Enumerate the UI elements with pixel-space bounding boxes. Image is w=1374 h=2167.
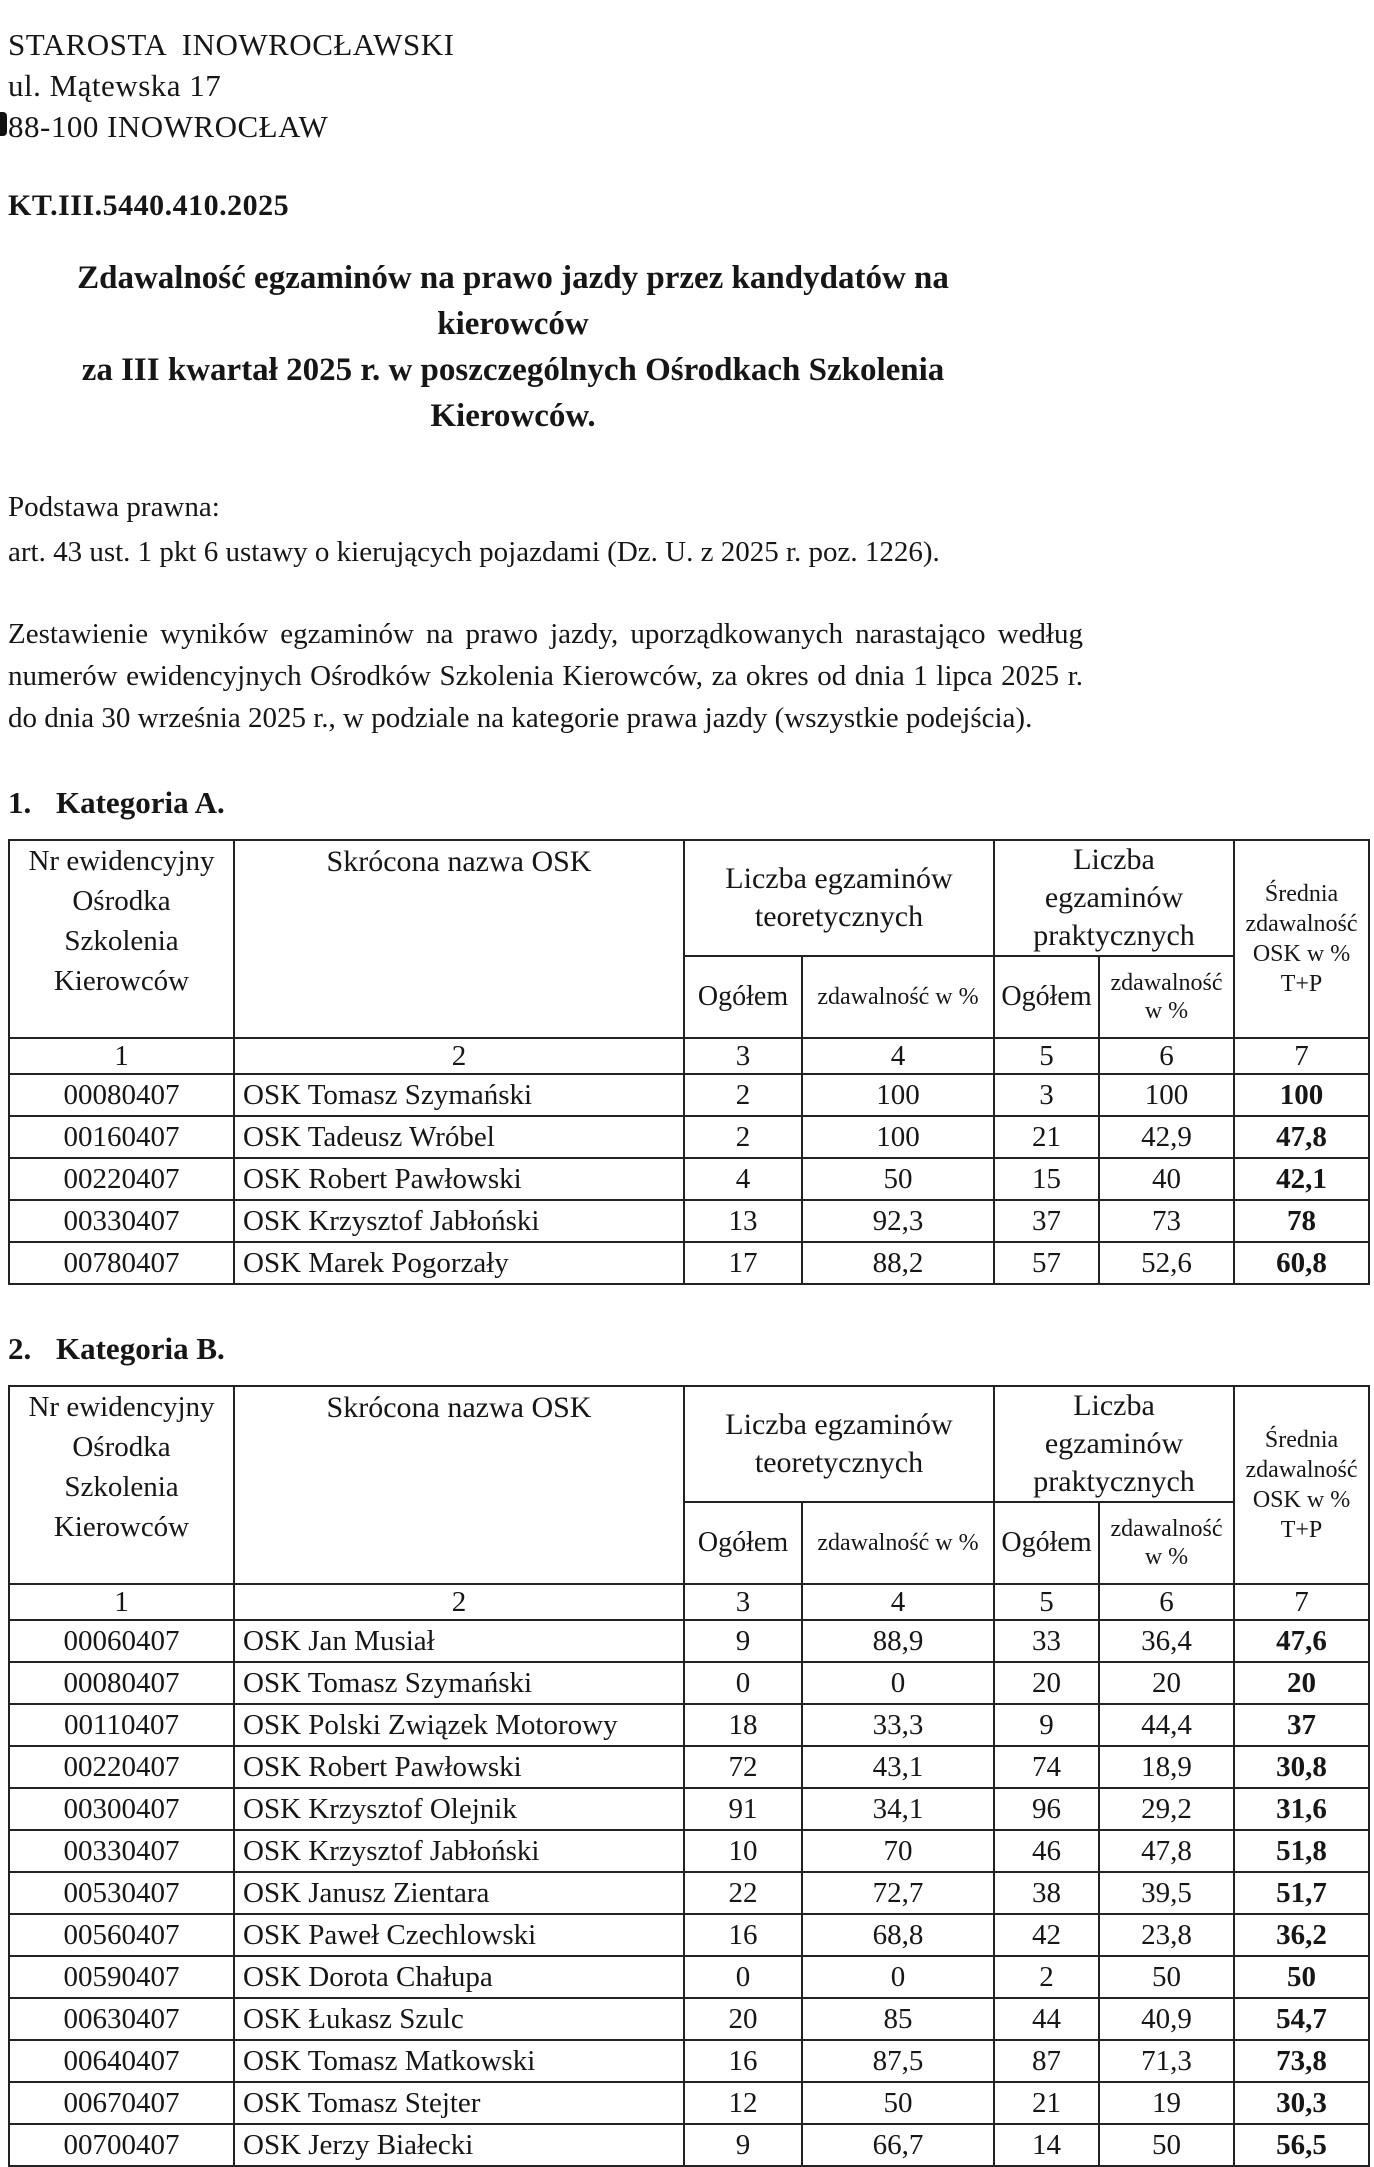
table-cell: OSK Dorota Chałupa [234, 1956, 684, 1998]
table-row [9, 1200, 1369, 1242]
table-cell: 73 [1099, 1200, 1234, 1242]
table-cell: 100 [802, 1116, 994, 1158]
table-cell: 50 [802, 2082, 994, 2124]
table-cell: 29,2 [1099, 1788, 1234, 1830]
table-cell: 42 [994, 1914, 1099, 1956]
document-title [8, 255, 1018, 439]
section-a-number: 1. [8, 785, 32, 820]
table-cell: 2 [684, 1116, 802, 1158]
table-cell: OSK Tadeusz Wróbel [234, 1116, 684, 1158]
table-cell: 4 [684, 1158, 802, 1200]
col-header-zdawalnosc-teoria: zdawalność w % [802, 956, 994, 1038]
col-header-ogolem-praktyka: Ogółem [994, 956, 1099, 1038]
table-cell: OSK Robert Pawłowski [234, 1158, 684, 1200]
column-number: 6 [1099, 1038, 1234, 1074]
table-cell: 88,2 [802, 1242, 994, 1284]
table-cell: OSK Marek Pogorzały [234, 1242, 684, 1284]
table-cell: 68,8 [802, 1914, 994, 1956]
column-number: 5 [994, 1584, 1099, 1620]
table-row [9, 1074, 1369, 1116]
table-cell: 0 [802, 1956, 994, 1998]
column-number: 6 [1099, 1584, 1234, 1620]
table-cell: 50 [802, 1158, 994, 1200]
table-cell: 14 [994, 2124, 1099, 2166]
table-cell: 38 [994, 1872, 1099, 1914]
table-cell: 00300407 [9, 1788, 234, 1830]
section-kategoria-b [8, 1331, 1374, 2167]
col-header-ogolem-praktyka: Ogółem [994, 1502, 1099, 1584]
letterhead [8, 24, 1374, 147]
table-cell: 00080407 [9, 1662, 234, 1704]
table-cell: 85 [802, 1998, 994, 2040]
table-cell: OSK Paweł Czechlowski [234, 1914, 684, 1956]
legal-basis [8, 485, 1374, 575]
table-cell: 57 [994, 1242, 1099, 1284]
table-cell: 42,9 [1099, 1116, 1234, 1158]
table-cell: 78 [1234, 1200, 1369, 1242]
results-table-kategoria-b [8, 1385, 1370, 2167]
table-row [9, 1830, 1369, 1872]
table-cell: 72,7 [802, 1872, 994, 1914]
table-cell: 2 [994, 1956, 1099, 1998]
reference-number: KT.III.5440.410.2025 [8, 189, 290, 222]
table-cell: 52,6 [1099, 1242, 1234, 1284]
table-cell: 44,4 [1099, 1704, 1234, 1746]
column-number: 1 [9, 1038, 234, 1074]
table-cell: 36,2 [1234, 1914, 1369, 1956]
table-cell: 50 [1099, 2124, 1234, 2166]
results-table-kategoria-a [8, 839, 1370, 1285]
column-number-row [9, 1038, 1369, 1074]
table-cell: 00080407 [9, 1074, 234, 1116]
column-number: 7 [1234, 1038, 1369, 1074]
table-cell: 39,5 [1099, 1872, 1234, 1914]
table-cell: 66,7 [802, 2124, 994, 2166]
table-cell: 00220407 [9, 1158, 234, 1200]
column-number: 4 [802, 1038, 994, 1074]
table-cell: 3 [994, 1074, 1099, 1116]
column-number: 5 [994, 1038, 1099, 1074]
column-number: 2 [234, 1584, 684, 1620]
table-cell: 44 [994, 1998, 1099, 2040]
column-number: 2 [234, 1038, 684, 1074]
column-number-row [9, 1584, 1369, 1620]
table-cell: 30,8 [1234, 1746, 1369, 1788]
col-header-egzaminy-praktyczne: Liczba egzaminów praktycznych [994, 1386, 1234, 1502]
table-cell: 87,5 [802, 2040, 994, 2082]
table-row [9, 1620, 1369, 1662]
table-cell: 20 [1234, 1662, 1369, 1704]
table-cell: OSK Krzysztof Olejnik [234, 1788, 684, 1830]
table-cell: 18,9 [1099, 1746, 1234, 1788]
col-header-egzaminy-praktyczne: Liczba egzaminów praktycznych [994, 840, 1234, 956]
letterhead-street: ul. Mątewska 17 [8, 68, 222, 103]
table-cell: 15 [994, 1158, 1099, 1200]
column-number: 7 [1234, 1584, 1369, 1620]
table-cell: 56,5 [1234, 2124, 1369, 2166]
table-cell: OSK Robert Pawłowski [234, 1746, 684, 1788]
table-cell: 73,8 [1234, 2040, 1369, 2082]
table-row [9, 1872, 1369, 1914]
table-cell: OSK Tomasz Stejter [234, 2082, 684, 2124]
table-cell: 30,3 [1234, 2082, 1369, 2124]
table-cell: 00220407 [9, 1746, 234, 1788]
table-row [9, 1662, 1369, 1704]
table-row [9, 1704, 1369, 1746]
col-header-egzaminy-teoretyczne: Liczba egzaminów teoretycznych [684, 840, 994, 956]
col-header-egzaminy-teoretyczne: Liczba egzaminów teoretycznych [684, 1386, 994, 1502]
table-row [9, 1746, 1369, 1788]
table-cell: 50 [1234, 1956, 1369, 1998]
table-body-kategoria-a [9, 1074, 1369, 1284]
col-header-zdawalnosc-praktyka: zdawalność w % [1099, 956, 1234, 1038]
table-cell: 00590407 [9, 1956, 234, 1998]
legal-basis-label: Podstawa prawna: [8, 491, 220, 523]
table-cell: 19 [1099, 2082, 1234, 2124]
table-cell: 42,1 [1234, 1158, 1369, 1200]
table-row [9, 1242, 1369, 1284]
table-cell: OSK Krzysztof Jabłoński [234, 1830, 684, 1872]
table-cell: 37 [1234, 1704, 1369, 1746]
table-cell: 72 [684, 1746, 802, 1788]
table-cell: 00670407 [9, 2082, 234, 2124]
table-cell: 91 [684, 1788, 802, 1830]
col-header-ogolem-teoria: Ogółem [684, 956, 802, 1038]
table-cell: 9 [994, 1704, 1099, 1746]
section-b-heading [8, 1331, 1374, 1367]
table-cell: 60,8 [1234, 1242, 1369, 1284]
col-header-srednia-zdawalnosc: Średnia zdawalność OSK w % T+P [1234, 840, 1369, 1038]
table-cell: 92,3 [802, 1200, 994, 1242]
table-cell: 43,1 [802, 1746, 994, 1788]
table-cell: OSK Janusz Zientara [234, 1872, 684, 1914]
section-b-number: 2. [8, 1331, 32, 1366]
table-cell: 0 [802, 1662, 994, 1704]
table-cell: OSK Tomasz Szymański [234, 1074, 684, 1116]
legal-basis-text: art. 43 ust. 1 pkt 6 ustawy o kierujących pojazdami (Dz. U. z 2025 r. poz. 1226). [8, 536, 940, 568]
table-cell: 9 [684, 2124, 802, 2166]
col-header-nazwa-osk: Skrócona nazwa OSK [234, 1386, 684, 1584]
table-row [9, 1914, 1369, 1956]
table-cell: 51,8 [1234, 1830, 1369, 1872]
table-cell: 20 [1099, 1662, 1234, 1704]
section-b-label: Kategoria B. [56, 1331, 225, 1366]
table-cell: 18 [684, 1704, 802, 1746]
table-cell: 87 [994, 2040, 1099, 2082]
table-body-kategoria-b [9, 1620, 1369, 2166]
table-cell: 31,6 [1234, 1788, 1369, 1830]
col-header-nazwa-osk: Skrócona nazwa OSK [234, 840, 684, 1038]
table-cell: 16 [684, 1914, 802, 1956]
table-cell: 40,9 [1099, 1998, 1234, 2040]
table-cell: 13 [684, 1200, 802, 1242]
table-cell: 0 [684, 1956, 802, 1998]
table-row [9, 1998, 1369, 2040]
table-cell: 00640407 [9, 2040, 234, 2082]
col-header-zdawalnosc-praktyka: zdawalność w % [1099, 1502, 1234, 1584]
table-cell: 20 [684, 1998, 802, 2040]
title-line1: Zdawalność egzaminów na prawo jazdy przez kandydatów na kierowców [77, 260, 949, 342]
table-cell: 00330407 [9, 1200, 234, 1242]
table-cell: OSK Tomasz Szymański [234, 1662, 684, 1704]
table-cell: 00160407 [9, 1116, 234, 1158]
section-kategoria-a [8, 785, 1374, 1285]
table-cell: 47,8 [1099, 1830, 1234, 1872]
section-a-heading [8, 785, 1374, 821]
table-row [9, 1116, 1369, 1158]
table-cell: 74 [994, 1746, 1099, 1788]
table-cell: 2 [684, 1074, 802, 1116]
table-cell: OSK Łukasz Szulc [234, 1998, 684, 2040]
title-line2: za III kwartał 2025 r. w poszczególnych Ośrodkach Szkolenia Kierowców. [81, 352, 945, 434]
table-cell: 100 [802, 1074, 994, 1116]
table-row [9, 2124, 1369, 2166]
letterhead-city: 88-100 INOWROCŁAW [8, 109, 329, 144]
intro-paragraph: Zestawienie wyników egzaminów na prawo jazdy, uporządkowanych narastająco według numerów ewidencyjnych Ośrodków Szkolenia Kierowców, za okres od dnia 1 lipca 2025 r. do dnia 30 września 2025 r., w podziale na kategorie prawa jazdy (wszystkie podejścia). [8, 618, 1083, 734]
table-cell: 00110407 [9, 1704, 234, 1746]
table-cell: 54,7 [1234, 1998, 1369, 2040]
scan-artifact [0, 112, 7, 136]
table-cell: 34,1 [802, 1788, 994, 1830]
table-cell: 51,7 [1234, 1872, 1369, 1914]
table-cell: 00700407 [9, 2124, 234, 2166]
table-row [9, 1956, 1369, 1998]
table-cell: 0 [684, 1662, 802, 1704]
col-header-ogolem-teoria: Ogółem [684, 1502, 802, 1584]
table-row [9, 2040, 1369, 2082]
table-cell: 00630407 [9, 1998, 234, 2040]
table-cell: 10 [684, 1830, 802, 1872]
table-cell: 12 [684, 2082, 802, 2124]
column-number: 3 [684, 1584, 802, 1620]
table-cell: 00560407 [9, 1914, 234, 1956]
table-cell: 16 [684, 2040, 802, 2082]
table-cell: 46 [994, 1830, 1099, 1872]
table-cell: 9 [684, 1620, 802, 1662]
col-header-srednia-zdawalnosc: Średnia zdawalność OSK w % T+P [1234, 1386, 1369, 1584]
table-row [9, 2082, 1369, 2124]
table-cell: 00330407 [9, 1830, 234, 1872]
table-cell: 00530407 [9, 1872, 234, 1914]
table-cell: 71,3 [1099, 2040, 1234, 2082]
table-row [9, 1788, 1369, 1830]
table-cell: OSK Jerzy Białecki [234, 2124, 684, 2166]
table-cell: 50 [1099, 1956, 1234, 1998]
table-cell: 100 [1234, 1074, 1369, 1116]
column-number: 1 [9, 1584, 234, 1620]
table-cell: 36,4 [1099, 1620, 1234, 1662]
column-number: 4 [802, 1584, 994, 1620]
table-cell: 40 [1099, 1158, 1234, 1200]
table-cell: 88,9 [802, 1620, 994, 1662]
table-cell: OSK Tomasz Matkowski [234, 2040, 684, 2082]
table-cell: 47,8 [1234, 1116, 1369, 1158]
table-row [9, 1158, 1369, 1200]
table-cell: 96 [994, 1788, 1099, 1830]
table-cell: OSK Krzysztof Jabłoński [234, 1200, 684, 1242]
table-cell: 21 [994, 2082, 1099, 2124]
table-cell: 70 [802, 1830, 994, 1872]
column-number: 3 [684, 1038, 802, 1074]
table-cell: 23,8 [1099, 1914, 1234, 1956]
table-cell: 21 [994, 1116, 1099, 1158]
table-cell: 33 [994, 1620, 1099, 1662]
table-cell: 00060407 [9, 1620, 234, 1662]
table-cell: OSK Jan Musiał [234, 1620, 684, 1662]
table-cell: 22 [684, 1872, 802, 1914]
table-cell: 37 [994, 1200, 1099, 1242]
table-cell: 20 [994, 1662, 1099, 1704]
table-cell: 33,3 [802, 1704, 994, 1746]
col-header-zdawalnosc-teoria: zdawalność w % [802, 1502, 994, 1584]
table-cell: 00780407 [9, 1242, 234, 1284]
letterhead-office: STAROSTA INOWROCŁAWSKI [8, 27, 455, 62]
col-header-nr-ewidencyjny: Nr ewidencyjny Ośrodka Szkolenia Kierowców [9, 1386, 234, 1584]
table-cell: OSK Polski Związek Motorowy [234, 1704, 684, 1746]
section-a-label: Kategoria A. [56, 785, 225, 820]
table-cell: 100 [1099, 1074, 1234, 1116]
col-header-nr-ewidencyjny: Nr ewidencyjny Ośrodka Szkolenia Kierowców [9, 840, 234, 1038]
table-cell: 47,6 [1234, 1620, 1369, 1662]
table-cell: 17 [684, 1242, 802, 1284]
